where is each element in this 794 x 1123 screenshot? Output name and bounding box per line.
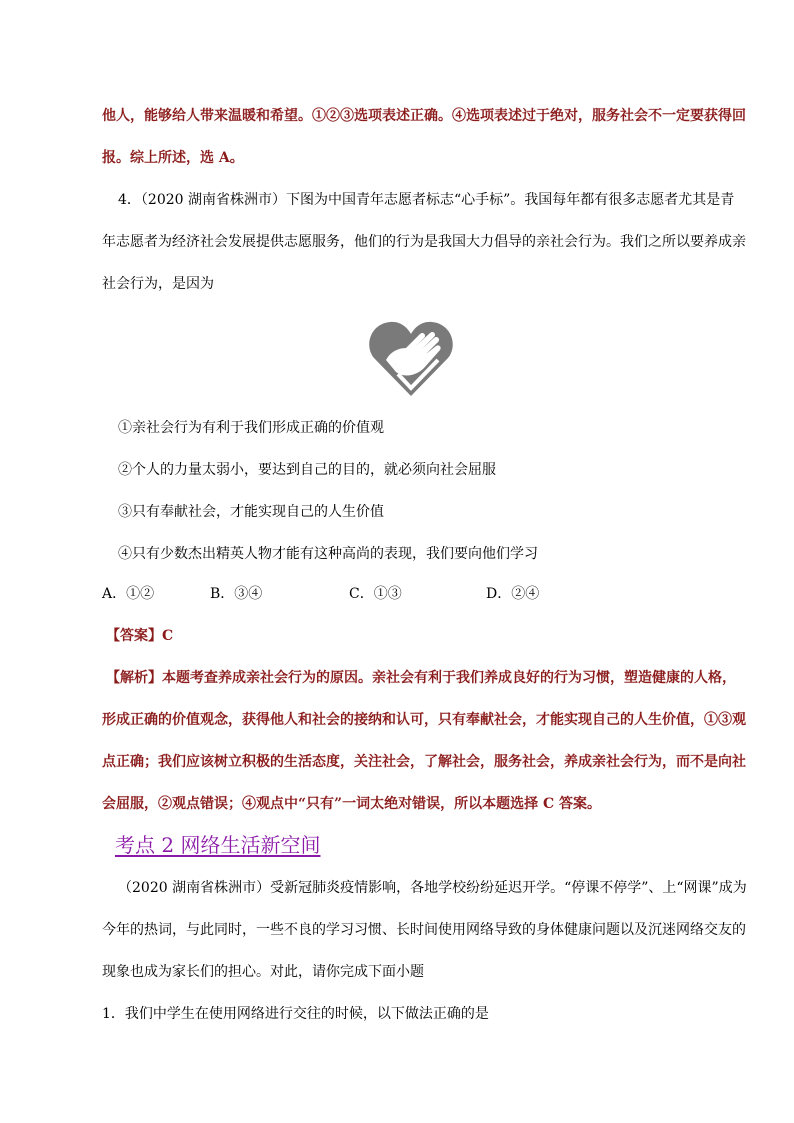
volunteer-logo bbox=[368, 316, 454, 398]
answer-label: 【答案】C bbox=[106, 628, 174, 644]
prev-analysis-line-1: 他人，能够给人带来温暖和希望。①②③选项表述正确。④选项表述过于绝对，服务社会不一定要获得回 bbox=[102, 108, 746, 124]
statement-3: ③只有奉献社会，才能实现自己的人生价值 bbox=[118, 504, 384, 520]
heart-hand-icon bbox=[368, 316, 454, 398]
statement-1: ①亲社会行为有利于我们形成正确的价值观 bbox=[118, 420, 384, 436]
analysis-line-1: 【解析】本题考查养成亲社会行为的原因。亲社会有利于我们养成良好的行为习惯，塑造健康的人格， bbox=[106, 670, 736, 686]
option-b: B．③④ bbox=[210, 586, 263, 602]
option-d: D．②④ bbox=[486, 586, 540, 602]
statement-4: ④只有少数杰出精英人物才能有这种高尚的表现，我们要向他们学习 bbox=[118, 546, 538, 562]
intro-line-2: 今年的热词，与此同时，一些不良的学习习惯、长时间使用网络导致的身体健康问题以及沉迷网络交友的 bbox=[102, 922, 746, 938]
statement-2: ②个人的力量太弱小，要达到自己的目的，就必须向社会屈服 bbox=[118, 462, 496, 478]
intro-line-3: 现象也成为家长们的担心。对此，请你完成下面小题 bbox=[102, 964, 424, 980]
question-4-line-2: 年志愿者为经济社会发展提供志愿服务，他们的行为是我国大力倡导的亲社会行为。我们之所以要养成亲 bbox=[102, 234, 746, 250]
prev-analysis-line-2: 报。综上所述，选 A。 bbox=[102, 150, 244, 166]
sub-question-1: 1．我们中学生在使用网络进行交往的时候，以下做法正确的是 bbox=[102, 1006, 489, 1022]
question-4-line-1: 4．（2020 湖南省株洲市）下图为中国青年志愿者标志“心手标”。我国每年都有很多志愿者尤其是青 bbox=[118, 192, 735, 208]
analysis-line-4: 会屈服，②观点错误；④观点中“只有”一词太绝对错误，所以本题选择 C 答案。 bbox=[102, 796, 601, 812]
section-heading: 考点 2 网络生活新空间 bbox=[115, 833, 321, 857]
question-4-line-3: 社会行为，是因为 bbox=[102, 276, 214, 292]
intro-line-1: （2020 湖南省株洲市）受新冠肺炎疫情影响，各地学校纷纷延迟开学。“停课不停学”、上“网课”成为 bbox=[118, 880, 747, 896]
answer-options bbox=[102, 584, 702, 604]
option-a: A．①② bbox=[102, 586, 155, 602]
analysis-line-3: 点正确；我们应该树立积极的生活态度，关注社会，了解社会，服务社会，养成亲社会行为，而不是向社 bbox=[102, 754, 746, 770]
analysis-line-2: 形成正确的价值观念，获得他人和社会的接纳和认可，只有奉献社会，才能实现自己的人生价值，①③观 bbox=[102, 712, 746, 728]
option-c: C．①③ bbox=[349, 586, 402, 602]
